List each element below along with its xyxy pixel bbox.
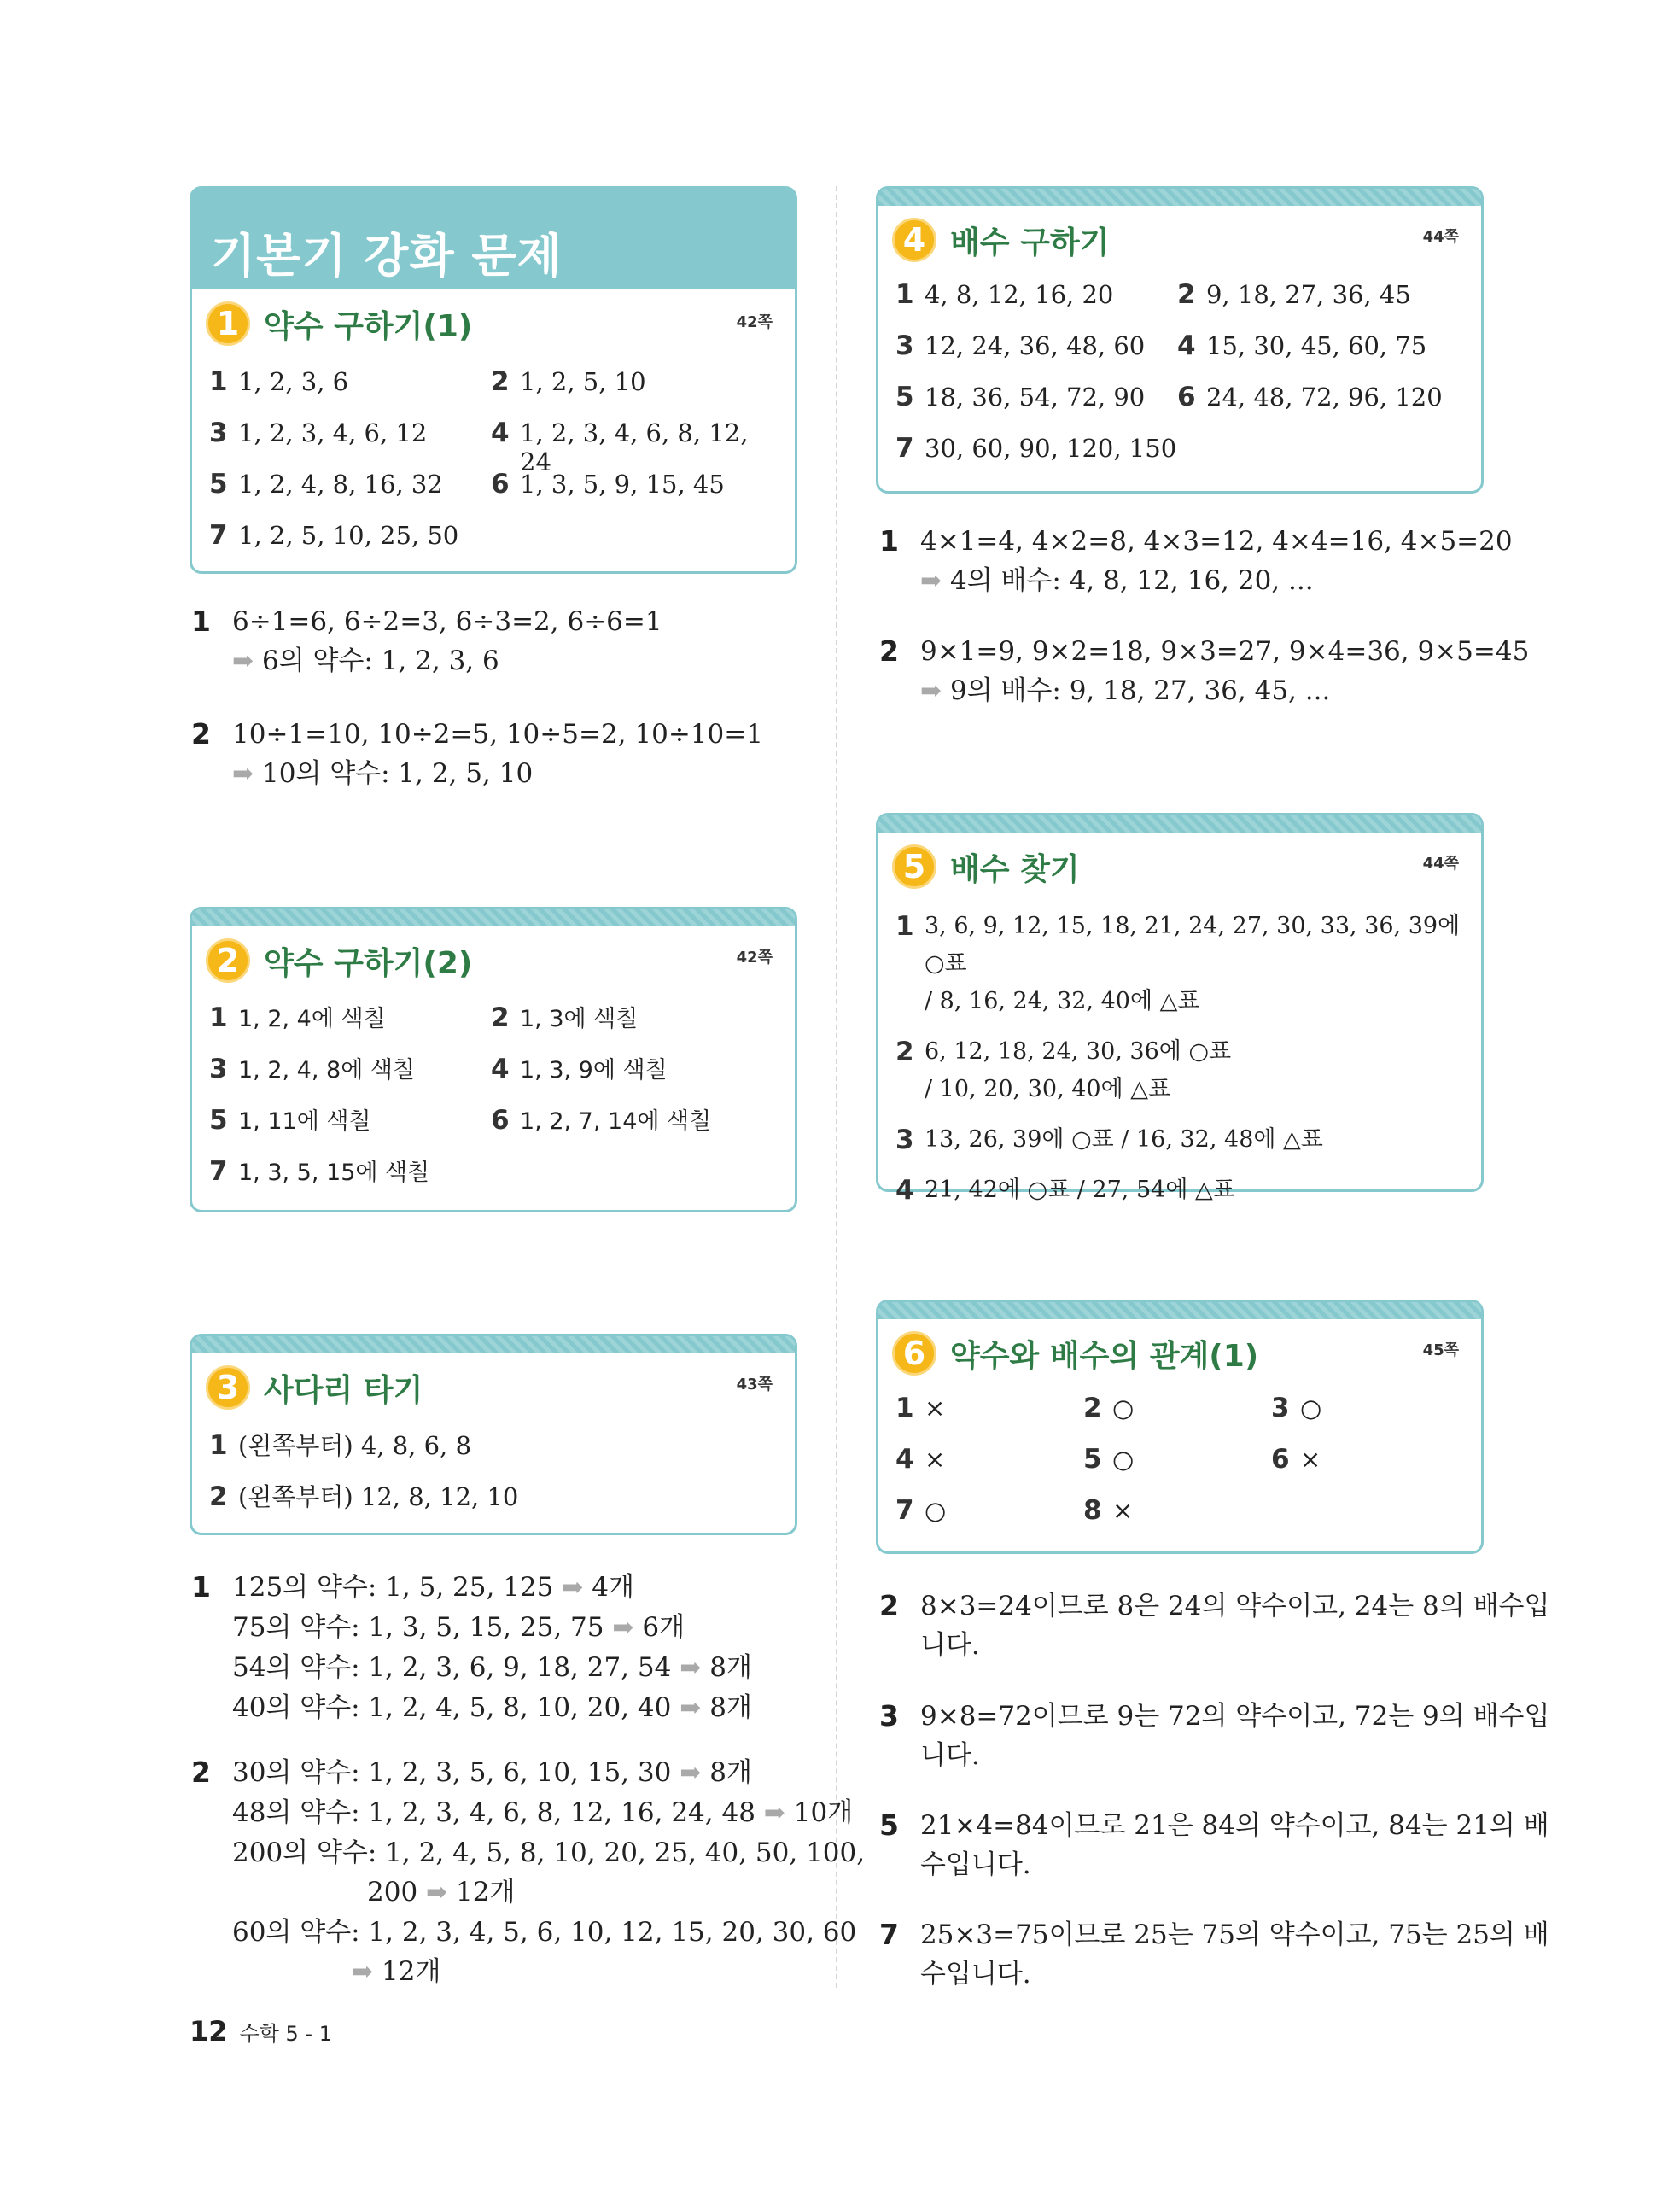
- answer-text: / 8, 16, 24, 32, 40에 △표: [925, 988, 1200, 1014]
- answer-text: ○: [1112, 1393, 1135, 1423]
- section-1-explanation-2: [191, 715, 763, 794]
- explanation-result: 8개: [709, 1692, 752, 1723]
- explanation-number: 5: [879, 1808, 899, 1842]
- section-4-explanation-1: [879, 522, 1513, 601]
- section-3-explanation-2: [191, 1753, 866, 1992]
- explanation-line: 25×3=75이므로 25는 75의 약수이고, 75는 25의 배: [920, 1919, 1549, 1950]
- section-3-badge: 3: [206, 1365, 250, 1410]
- section-1-badge: 1: [206, 301, 250, 346]
- answer-number: 1: [209, 366, 228, 397]
- answer-text: 1, 2, 3, 4, 6, 8, 12, 24: [520, 418, 749, 476]
- section-5-badge: 5: [892, 844, 936, 889]
- explanation-line: 4의 배수: 4, 8, 12, 16, 20, ...: [950, 565, 1314, 596]
- column-divider: [836, 186, 837, 1988]
- answer-item: [209, 520, 491, 559]
- explanation-number: 7: [879, 1918, 899, 1951]
- arrow-icon: ➡: [232, 646, 254, 676]
- answer-text: 1, 2, 3, 6: [238, 367, 349, 396]
- section-2-header: [206, 938, 472, 983]
- answer-text: 1, 3에 색칠: [520, 1006, 639, 1032]
- explanation-number: 1: [191, 1570, 211, 1604]
- answer-text: 1, 2, 5, 10, 25, 50: [238, 521, 459, 550]
- answer-item: [1083, 1393, 1271, 1432]
- explanation-line: 200의 약수: 1, 2, 4, 5, 8, 10, 20, 25, 40, 50, 100,: [232, 1838, 866, 1868]
- explanation-number: 3: [879, 1699, 899, 1732]
- answer-item: [895, 1121, 1481, 1159]
- answer-text: (왼쪽부터) 12, 8, 12, 10: [238, 1482, 519, 1511]
- section-4-bar: [878, 189, 1481, 206]
- page-number: 12: [190, 2015, 228, 2048]
- section-4-header: [892, 218, 1109, 262]
- explanation-result: 8개: [709, 1652, 752, 1683]
- arrow-icon: ➡: [352, 1957, 374, 1987]
- explanation-line: 6÷1=6, 6÷2=3, 6÷3=2, 6÷6=1: [232, 606, 662, 637]
- section-1-answers: [209, 366, 778, 559]
- section-4-title: 배수 구하기: [950, 225, 1110, 260]
- section-5-title: 배수 찾기: [950, 851, 1080, 887]
- arrow-icon: ➡: [232, 759, 254, 789]
- answer-number: 1: [209, 1430, 228, 1461]
- section-1-page-ref: 42쪽: [736, 313, 773, 331]
- answer-text: 13, 26, 39에 ○표 / 16, 32, 48에 △표: [925, 1126, 1323, 1153]
- answer-text: 6, 12, 18, 24, 30, 36에 ○표: [925, 1038, 1232, 1065]
- arrow-icon: ➡: [920, 566, 942, 596]
- answer-number: 1: [209, 1002, 228, 1033]
- answer-item: [895, 279, 1177, 318]
- answer-number: 4: [491, 418, 510, 448]
- explanation-line: 200: [367, 1877, 418, 1908]
- section-6-title: 약수와 배수의 관계(1): [950, 1338, 1259, 1374]
- section-2-badge: 2: [206, 938, 250, 983]
- subject-label: 수학 5 - 1: [239, 2022, 332, 2046]
- explanation-line: 40의 약수: 1, 2, 4, 5, 8, 10, 20, 40: [232, 1692, 672, 1723]
- answer-item: [895, 1495, 1083, 1534]
- answer-item: [209, 366, 491, 406]
- answer-item: [209, 1427, 778, 1466]
- answer-text: 12, 24, 36, 48, 60: [925, 331, 1146, 360]
- answer-text: 1, 2, 7, 14에 색칠: [520, 1108, 712, 1135]
- section-2-answers: [209, 1000, 778, 1193]
- explanation-result: 12개: [382, 1956, 441, 1987]
- section-5-bar: [878, 815, 1481, 833]
- section-6-explanation-7: [879, 1915, 1549, 1994]
- answer-text: 4, 8, 12, 16, 20: [925, 280, 1114, 309]
- explanation-result: 12개: [456, 1877, 516, 1908]
- answer-item: [209, 1051, 491, 1090]
- answer-item: [1083, 1495, 1271, 1534]
- answer-item: [895, 1444, 1083, 1483]
- answer-number: 2: [209, 1481, 228, 1512]
- arrow-icon: ➡: [426, 1878, 448, 1908]
- explanation-line: 수입니다.: [920, 1849, 1031, 1880]
- explanation-result: 4개: [592, 1572, 634, 1603]
- answer-number: 4: [1177, 330, 1196, 361]
- answer-number: 1: [895, 1393, 914, 1423]
- arrow-icon: ➡: [612, 1613, 634, 1643]
- answer-number: 1: [895, 911, 914, 942]
- answer-item: [1271, 1444, 1459, 1483]
- arrow-icon: ➡: [562, 1573, 584, 1603]
- answer-number: 3: [895, 1125, 914, 1155]
- section-4-answers: [895, 279, 1464, 472]
- answer-text: 1, 2, 3, 4, 6, 12: [238, 418, 428, 447]
- section-5-page-ref: 44쪽: [1422, 855, 1459, 873]
- answer-number: 3: [209, 1054, 228, 1084]
- answer-item: [209, 1154, 491, 1193]
- explanation-number: 1: [879, 524, 899, 558]
- explanation-number: 2: [879, 634, 899, 668]
- answer-item: [895, 330, 1177, 370]
- answer-text: 1, 3, 9에 색칠: [520, 1057, 668, 1084]
- answer-text: 21, 42에 ○표 / 27, 54에 △표: [925, 1177, 1235, 1203]
- answer-text: 1, 3, 5, 15에 색칠: [238, 1160, 430, 1186]
- answer-text: 3, 6, 9, 12, 15, 18, 21, 24, 27, 30, 33, 36, 39에 ○표: [925, 913, 1461, 977]
- section-1-explanation-1: [191, 602, 662, 681]
- answer-number: 2: [1083, 1393, 1102, 1423]
- explanation-line: 9×8=72이므로 9는 72의 약수이고, 72는 9의 배수입: [920, 1701, 1550, 1732]
- arrow-icon: ➡: [763, 1798, 785, 1828]
- answer-number: 2: [895, 1037, 914, 1067]
- arrow-icon: ➡: [920, 676, 942, 706]
- answer-item: [209, 418, 491, 457]
- answer-item: [491, 1102, 773, 1142]
- explanation-line: 21×4=84이므로 21은 84의 약수이고, 84는 21의 배: [920, 1810, 1549, 1841]
- answer-number: 5: [895, 382, 914, 412]
- answer-item: [491, 366, 773, 406]
- answer-number: 5: [209, 469, 228, 500]
- answer-text: 1, 11에 색칠: [238, 1108, 371, 1135]
- section-2-title: 약수 구하기(2): [264, 945, 473, 981]
- section-1-title: 약수 구하기(1): [264, 308, 473, 344]
- answer-item: [491, 1000, 773, 1039]
- explanation-line: 수입니다.: [920, 1959, 1031, 1989]
- section-6-page-ref: 45쪽: [1422, 1341, 1459, 1359]
- section-5-box: [876, 813, 1484, 1206]
- answer-item: [491, 1051, 773, 1090]
- answer-text: ×: [1300, 1445, 1321, 1474]
- explanation-number: 2: [191, 717, 211, 751]
- answer-item: [895, 1393, 1083, 1432]
- answer-number: 3: [895, 330, 914, 361]
- answer-number: 4: [895, 1175, 914, 1206]
- answer-number: 3: [209, 418, 228, 448]
- answer-text: ×: [1112, 1496, 1134, 1525]
- answer-text: ×: [925, 1393, 946, 1423]
- explanation-line: 30의 약수: 1, 2, 3, 5, 6, 10, 15, 30: [232, 1757, 672, 1788]
- answer-number: 4: [895, 1444, 914, 1475]
- section-3-title: 사다리 타기: [264, 1372, 423, 1408]
- explanation-line: 48의 약수: 1, 2, 3, 4, 6, 8, 12, 16, 24, 48: [232, 1797, 755, 1828]
- section-6-box: [876, 1300, 1484, 1554]
- section-6-answers: [895, 1393, 1464, 1534]
- explanation-number: 2: [879, 1589, 899, 1622]
- answer-text: 1, 2, 4, 8, 16, 32: [238, 470, 443, 499]
- answer-number: 2: [1177, 279, 1196, 310]
- answer-item: [209, 1000, 491, 1039]
- explanation-result: 10개: [793, 1797, 854, 1828]
- explanation-line: 니다.: [920, 1740, 980, 1771]
- section-4-explanation-2: [879, 632, 1530, 711]
- page-footer: [190, 2015, 332, 2048]
- answer-number: 2: [491, 1002, 510, 1033]
- explanation-line: 4×1=4, 4×2=8, 4×3=12, 4×4=16, 4×5=20: [920, 526, 1513, 557]
- answer-number: 6: [491, 469, 510, 500]
- section-6-explanation-5: [879, 1806, 1549, 1884]
- answer-item: [209, 1102, 491, 1142]
- answer-text: 24, 48, 72, 96, 120: [1206, 383, 1443, 412]
- answer-number: 5: [209, 1105, 228, 1136]
- explanation-line: 9×1=9, 9×2=18, 9×3=27, 9×4=36, 9×5=45: [920, 636, 1530, 667]
- section-2-box: [190, 907, 797, 1212]
- section-3-box: [190, 1334, 797, 1535]
- section-3-header: [206, 1365, 423, 1410]
- answer-number: 7: [209, 1156, 228, 1187]
- section-2-bar: [192, 909, 795, 926]
- answer-number: 4: [491, 1054, 510, 1084]
- arrow-icon: ➡: [680, 1758, 702, 1788]
- section-5-answers: [895, 908, 1481, 1209]
- explanation-line: 60의 약수: 1, 2, 3, 4, 5, 6, 10, 12, 15, 20, 30, 60: [232, 1917, 857, 1948]
- answer-number: 2: [491, 366, 510, 397]
- section-2-page-ref: 42쪽: [736, 949, 773, 967]
- answer-item: [895, 1033, 1481, 1108]
- section-6-explanation-3: [879, 1697, 1550, 1775]
- answer-text: ○: [1112, 1445, 1135, 1474]
- answer-text: / 10, 20, 30, 40에 △표: [925, 1076, 1171, 1102]
- explanation-line: 9의 배수: 9, 18, 27, 36, 45, ...: [950, 675, 1331, 706]
- answer-item: [1271, 1393, 1459, 1432]
- explanation-line: 6의 약수: 1, 2, 3, 6: [262, 646, 499, 676]
- section-1-header: [206, 301, 472, 346]
- explanation-number: 2: [191, 1756, 211, 1789]
- explanation-line: 10÷1=10, 10÷2=5, 10÷5=2, 10÷10=1: [232, 719, 763, 750]
- answer-text: ○: [1300, 1393, 1322, 1423]
- explanation-line: 54의 약수: 1, 2, 3, 6, 9, 18, 27, 54: [232, 1652, 672, 1683]
- explanation-line: 8×3=24이므로 8은 24의 약수이고, 24는 8의 배수입: [920, 1591, 1550, 1621]
- answer-text: 9, 18, 27, 36, 45: [1206, 280, 1411, 309]
- answer-number: 1: [895, 279, 914, 310]
- answer-item: [209, 469, 491, 508]
- explanation-result: 6개: [642, 1612, 685, 1643]
- answer-number: 3: [1271, 1393, 1290, 1423]
- arrow-icon: ➡: [680, 1693, 702, 1723]
- section-4-box: [876, 186, 1484, 494]
- answer-text: 1, 2, 4, 8에 색칠: [238, 1057, 416, 1084]
- answer-text: 1, 3, 5, 9, 15, 45: [520, 470, 725, 499]
- section-4-badge: 4: [892, 218, 936, 262]
- answer-number: 6: [491, 1105, 510, 1136]
- answer-item: [491, 469, 773, 508]
- section-3-answers: [209, 1427, 778, 1517]
- answer-item: [1177, 279, 1459, 318]
- section-3-page-ref: 43쪽: [736, 1376, 773, 1393]
- answer-item: [895, 433, 1177, 472]
- section-6-badge: 6: [892, 1331, 936, 1376]
- answer-item: [1177, 330, 1459, 370]
- answer-item: [1177, 382, 1459, 421]
- section-5-header: [892, 844, 1080, 889]
- answer-item: [895, 908, 1481, 1020]
- section-3-explanation-1: [191, 1568, 752, 1728]
- section-1-box: [190, 186, 797, 574]
- answer-number: 7: [209, 520, 228, 551]
- answer-item: [209, 1478, 778, 1517]
- answer-item: [895, 382, 1177, 421]
- answer-text: 1, 2, 5, 10: [520, 367, 646, 396]
- answer-item: [1083, 1444, 1271, 1483]
- answer-item: [491, 418, 773, 476]
- answer-item: [895, 1171, 1481, 1209]
- answer-number: 6: [1271, 1444, 1290, 1475]
- answer-text: ×: [925, 1445, 946, 1474]
- section-6-header: [892, 1331, 1258, 1376]
- section-6-bar: [878, 1302, 1481, 1319]
- answer-text: 1, 2, 4에 색칠: [238, 1006, 386, 1032]
- section-4-page-ref: 44쪽: [1422, 228, 1459, 246]
- answer-text: 30, 60, 90, 120, 150: [925, 434, 1177, 463]
- answer-text: 15, 30, 45, 60, 75: [1206, 331, 1427, 360]
- arrow-icon: ➡: [680, 1653, 702, 1683]
- answer-text: 18, 36, 54, 72, 90: [925, 383, 1146, 412]
- explanation-number: 1: [191, 605, 211, 638]
- explanation-line: 75의 약수: 1, 3, 5, 15, 25, 75: [232, 1612, 604, 1643]
- section-6-explanation-2: [879, 1586, 1550, 1665]
- explanation-line: 니다.: [920, 1630, 980, 1661]
- answer-text: (왼쪽부터) 4, 8, 6, 8: [238, 1431, 472, 1460]
- answer-number: 6: [1177, 382, 1196, 412]
- section-3-bar: [192, 1336, 795, 1353]
- answer-number: 7: [895, 1495, 914, 1526]
- main-title: 기본기 강화 문제: [211, 229, 563, 283]
- answer-text: ○: [925, 1496, 947, 1525]
- answer-number: 8: [1083, 1495, 1102, 1526]
- answer-number: 5: [1083, 1444, 1102, 1475]
- explanation-result: 8개: [709, 1757, 752, 1788]
- explanation-line: 125의 약수: 1, 5, 25, 125: [232, 1572, 554, 1603]
- answer-number: 7: [895, 433, 914, 464]
- explanation-line: 10의 약수: 1, 2, 5, 10: [262, 758, 534, 789]
